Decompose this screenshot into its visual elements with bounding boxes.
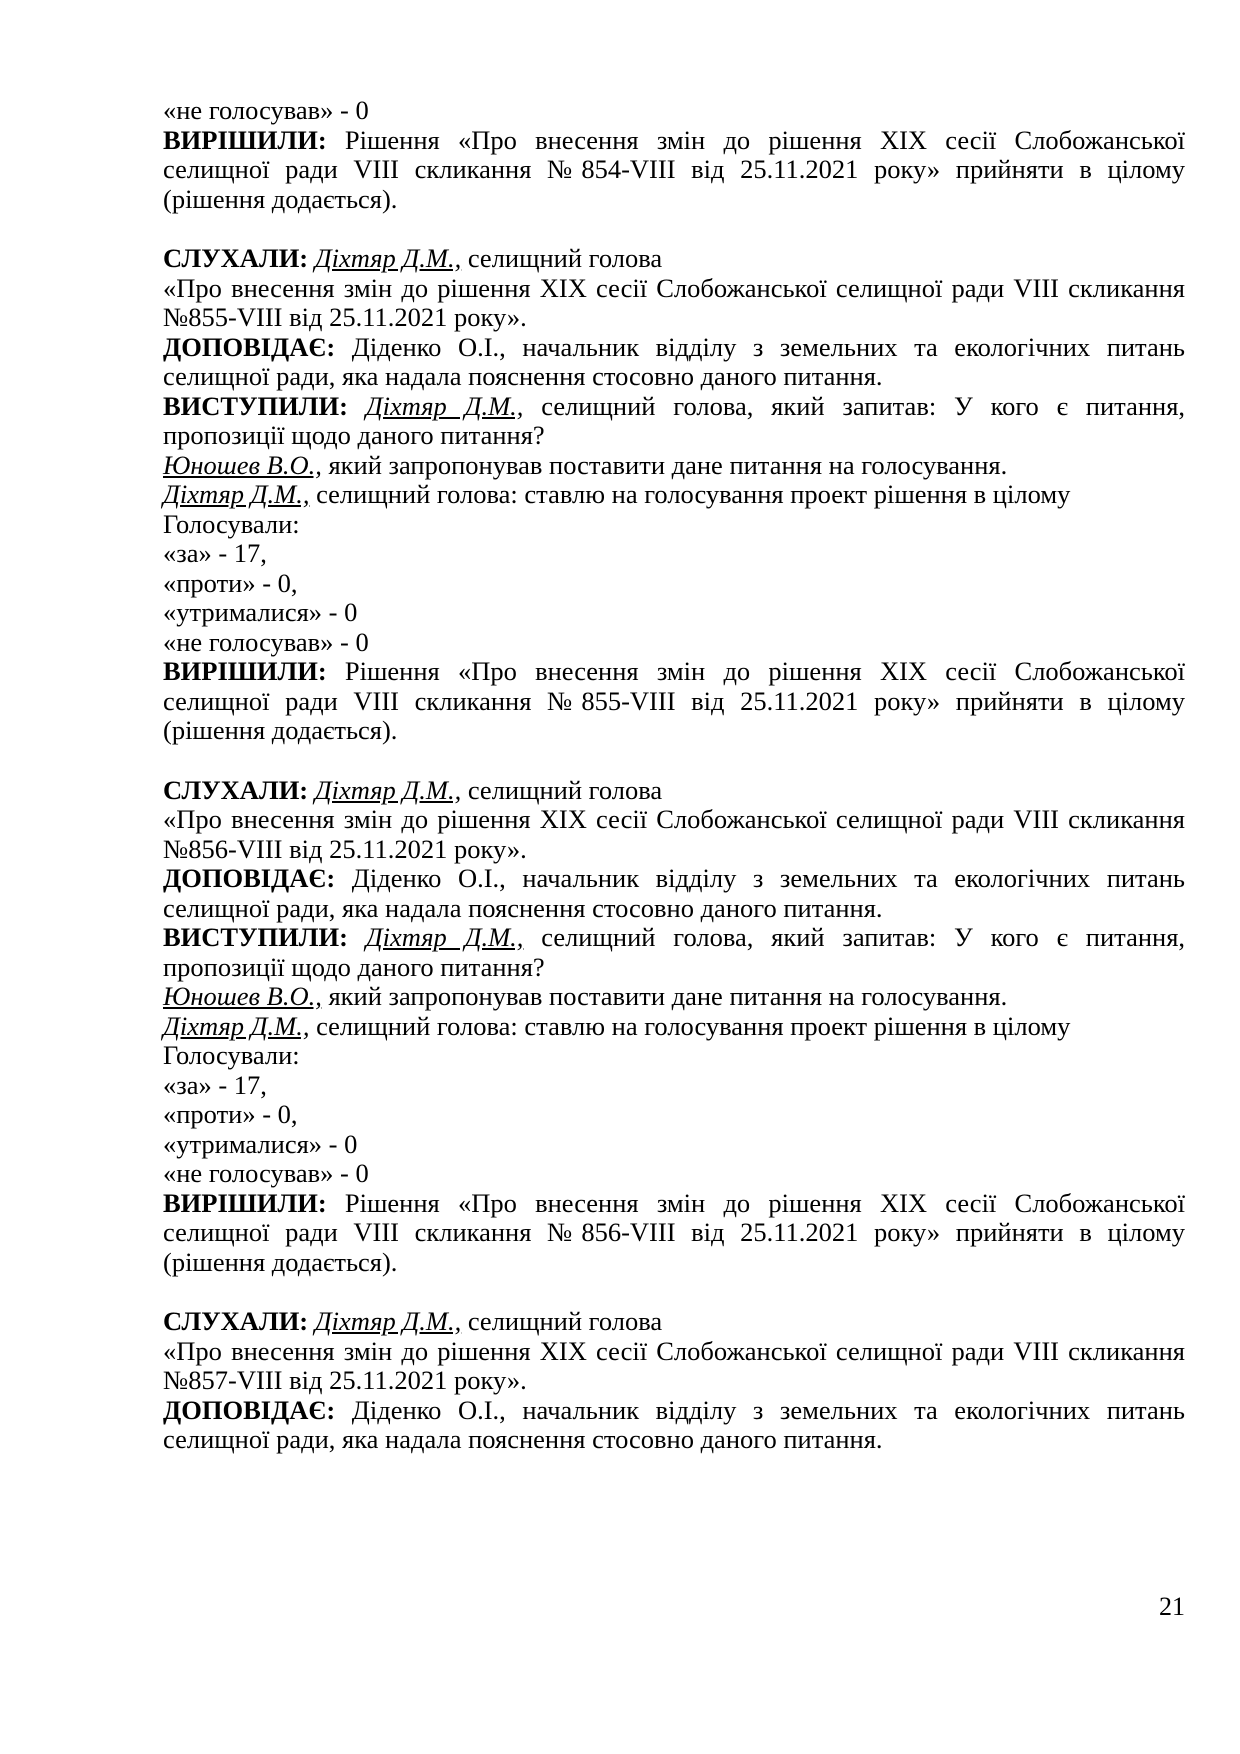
person-name: Діхтяр Д.М., (163, 1010, 310, 1041)
vote-for (163, 539, 1185, 569)
speakers-text: селищний голова, який запитав: У кого є питання, пропозиції щодо даного питання? (163, 390, 1186, 450)
decision-paragraph (163, 126, 1185, 215)
proposal-text: який запропонував поставити дане питання на голосування. (321, 981, 1008, 1011)
topic-paragraph (163, 1337, 1185, 1396)
person-name: Діхтяр Д.М., (314, 1306, 462, 1336)
decision-text: Рішення «Про внесення змін до рішення XIX сесії Слобожанської селищної ради VIII скликання №856-VIII від 25.11.2021 року» прийняти в цілому (рішення додається). (163, 1187, 1185, 1277)
speakers-text: селищний голова, який запитав: У кого є питання, пропозиції щодо даного питання? (163, 922, 1186, 982)
decision-label: ВИРІШИЛИ: (163, 656, 327, 686)
person-name: Діхтяр Д.М., (365, 922, 524, 952)
voted-text: Голосували: (163, 1040, 300, 1070)
section-gap (163, 1277, 1185, 1307)
vote-text: «утрималися» - 0 (163, 1128, 358, 1159)
decision-paragraph (163, 657, 1185, 746)
vote-abstained (163, 598, 1185, 628)
heard-role: селищний голова (461, 1306, 663, 1336)
reporter-paragraph (163, 864, 1185, 923)
heard-label: СЛУХАЛИ: (163, 1306, 309, 1336)
heard-role: селищний голова (461, 774, 663, 805)
vote-for (163, 1071, 1185, 1101)
vote-text: «не голосував» - 0 (163, 95, 369, 125)
reporter-label: ДОПОВІДАЄ: (163, 331, 336, 362)
vote-not-voted (163, 628, 1185, 658)
topic-paragraph (163, 274, 1185, 333)
topic-text: «Про внесення змін до рішення XIX сесії Слобожанської селищної ради VIII скликання №855-VIII від 25.11.2021 року». (163, 272, 1185, 332)
reporter-text: Діденко О.І., начальник відділу з земельних та екологічних питань селищної ради, яка надала пояснення стосовно даного питання. (163, 331, 1185, 391)
voted-text: Голосували: (163, 508, 300, 539)
vote-against (163, 1100, 1185, 1130)
decision-text: Рішення «Про внесення змін до рішення XIX сесії Слобожанської селищної ради VIII скликання №854-VIII від 25.11.2021 року» прийняти в цілому (рішення додається). (163, 124, 1185, 214)
heard-label: СЛУХАЛИ: (163, 243, 309, 273)
heard-paragraph (163, 1307, 1185, 1337)
vote-text: «не голосував» - 0 (163, 1158, 369, 1188)
vote-text: «за» - 17, (163, 538, 267, 568)
reporter-label: ДОПОВІДАЄ: (163, 1394, 336, 1425)
person-name: Діхтяр Д.М., (314, 243, 462, 273)
vote-against (163, 569, 1185, 599)
decision-label: ВИРІШИЛИ: (163, 124, 327, 155)
proposal-paragraph (163, 982, 1185, 1012)
speakers-label: ВИСТУПИЛИ: (163, 922, 348, 952)
reporter-paragraph (163, 1396, 1185, 1455)
document-page (163, 96, 1185, 1455)
motion-paragraph (163, 480, 1185, 510)
voted-label (163, 1041, 1185, 1071)
vote-text: «не голосував» - 0 (163, 626, 369, 657)
reporter-text: Діденко О.І., начальник відділу з земельних та екологічних питань селищної ради, яка надала пояснення стосовно даного питання. (163, 1394, 1185, 1454)
person-name: Діхтяр Д.М., (365, 390, 524, 421)
person-name: Юношев В.О., (163, 449, 322, 480)
topic-text: «Про внесення змін до рішення XIX сесії Слобожанської селищної ради VIII скликання №857-VIII від 25.11.2021 року». (163, 1335, 1185, 1395)
topic-paragraph (163, 805, 1185, 864)
speakers-label: ВИСТУПИЛИ: (163, 390, 348, 421)
speakers-paragraph (163, 392, 1185, 451)
voted-label (163, 510, 1185, 540)
vote-text: «проти» - 0, (163, 567, 298, 598)
reporter-label: ДОПОВІДАЄ: (163, 863, 336, 893)
vote-not-voted (163, 1159, 1185, 1189)
proposal-paragraph (163, 451, 1185, 481)
vote-abstained (163, 1130, 1185, 1160)
heard-label: СЛУХАЛИ: (163, 774, 309, 805)
decision-label: ВИРІШИЛИ: (163, 1187, 327, 1218)
vote-not-voted (163, 96, 1185, 126)
speakers-paragraph (163, 923, 1185, 982)
proposal-text: який запропонував поставити дане питання на голосування. (321, 449, 1008, 480)
motion-text: селищний голова: ставлю на голосування проект рішення в цілому (309, 1010, 1071, 1041)
section-gap (163, 746, 1185, 776)
section-gap (163, 214, 1185, 244)
motion-text: селищний голова: ставлю на голосування проект рішення в цілому (309, 479, 1071, 509)
motion-paragraph (163, 1012, 1185, 1042)
decision-paragraph (163, 1189, 1185, 1278)
heard-role: селищний голова (461, 243, 663, 273)
page-number: 21 (1159, 1592, 1185, 1621)
decision-text: Рішення «Про внесення змін до рішення XIX сесії Слобожанської селищної ради VIII скликання №855-VIII від 25.11.2021 року» прийняти в цілому (рішення додається). (163, 656, 1185, 745)
heard-paragraph (163, 244, 1185, 274)
reporter-text: Діденко О.І., начальник відділу з земельних та екологічних питань селищної ради, яка надала пояснення стосовно даного питання. (163, 863, 1185, 923)
vote-text: «утрималися» - 0 (163, 597, 358, 627)
reporter-paragraph (163, 333, 1185, 392)
topic-text: «Про внесення змін до рішення XIX сесії Слобожанської селищної ради VIII скликання №856-VIII від 25.11.2021 року». (163, 804, 1185, 864)
person-name: Юношев В.О., (163, 981, 322, 1011)
person-name: Діхтяр Д.М., (163, 479, 310, 509)
person-name: Діхтяр Д.М., (314, 774, 462, 805)
vote-text: «за» - 17, (163, 1069, 267, 1100)
vote-text: «проти» - 0, (163, 1099, 298, 1129)
heard-paragraph (163, 776, 1185, 806)
